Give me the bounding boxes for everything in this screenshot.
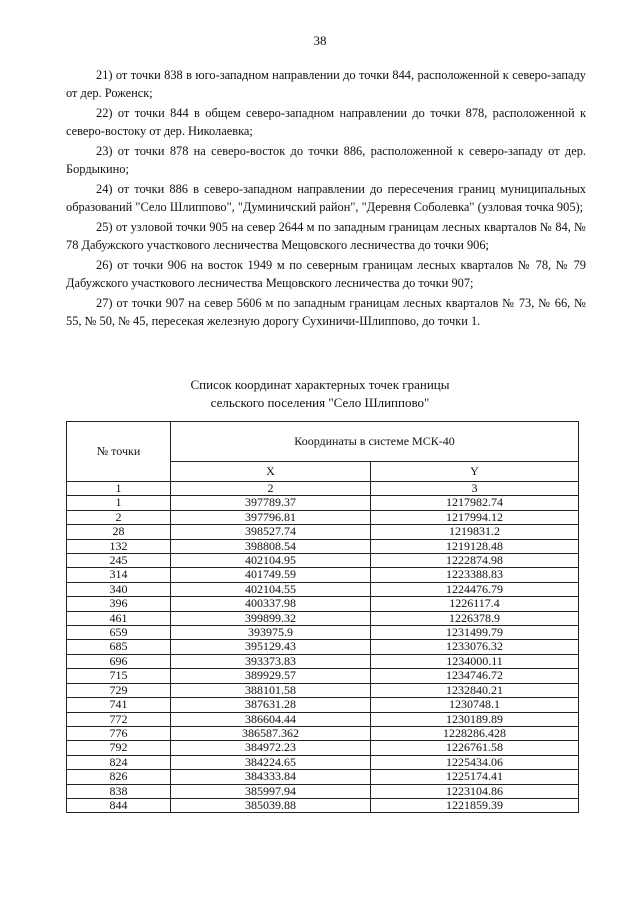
cell-point: 776	[67, 726, 171, 740]
cell-y: 1234000.11	[371, 654, 579, 668]
table-row	[67, 510, 579, 524]
cell-point: 715	[67, 669, 171, 683]
cell-point: 824	[67, 755, 171, 769]
cell-y: 1228286.428	[371, 726, 579, 740]
paragraph-22: 22) от точки 844 в общем северо-западном направлении до точки 878, расположенной к северо-востоку от дер. Николаевка;	[66, 106, 586, 138]
paragraph-24: 24) от точки 886 в северо-западном направлении до пересечения границ муниципальных образований "Село Шлиппово", "Думиничский район", "Деревня Соболевка" (узловая точка 905);	[66, 182, 586, 214]
cell-x: 388101.58	[171, 683, 371, 697]
cell-x: 402104.95	[171, 554, 371, 568]
cell-x: 385997.94	[171, 784, 371, 798]
cell-point: 461	[67, 611, 171, 625]
page-number: 38	[313, 33, 327, 48]
paragraph-23: 23) от точки 878 на северо-восток до точки 886, расположенной к северо-западу от дер. Бордыкино;	[66, 144, 586, 176]
cell-point: 396	[67, 597, 171, 611]
paragraph-27: 27) от точки 907 на север 5606 м по западным границам лесных кварталов № 73, № 66, № 55, № 50, № 45, пересекая железную дорогу Сухиничи-Шлиппово, до точки 1.	[66, 296, 586, 328]
table-caption	[0, 376, 640, 412]
cell-point: 314	[67, 568, 171, 582]
table-row	[67, 712, 579, 726]
cell-y: 1224476.79	[371, 582, 579, 596]
cell-y: 1217994.12	[371, 510, 579, 524]
cell-y: 1219128.48	[371, 539, 579, 553]
table-row	[67, 698, 579, 712]
header-point-number: № точки	[67, 422, 171, 482]
cell-y: 1232840.21	[371, 683, 579, 697]
table-row	[67, 582, 579, 596]
cell-point: 792	[67, 741, 171, 755]
table-row	[67, 539, 579, 553]
paragraph-25: 25) от узловой точки 905 на север 2644 м по западным границам лесных кварталов № 84, № 78 Дабужского участкового лесничества Мещовского лесничества до точки 906;	[66, 220, 586, 252]
cell-y: 1217982.74	[371, 496, 579, 510]
cell-point: 659	[67, 626, 171, 640]
cell-y: 1221859.39	[371, 798, 579, 812]
table-row	[67, 568, 579, 582]
cell-x: 398527.74	[171, 525, 371, 539]
cell-y: 1225174.41	[371, 770, 579, 784]
paragraph-26: 26) от точки 906 на восток 1949 м по северным границам лесных кварталов № 78, № 79 Дабужского участкового лесничества Мещовского лесничества до точки 907;	[66, 258, 586, 290]
cell-y: 1233076.32	[371, 640, 579, 654]
column-number-1: 1	[67, 482, 171, 496]
cell-point: 844	[67, 798, 171, 812]
cell-y: 1226378.9	[371, 611, 579, 625]
cell-point: 772	[67, 712, 171, 726]
table-row	[67, 755, 579, 769]
boundary-description	[66, 66, 586, 332]
cell-y: 1230189.89	[371, 712, 579, 726]
table-row	[67, 640, 579, 654]
header-coordinates: Координаты в системе МСК-40	[171, 422, 579, 462]
cell-x: 384224.65	[171, 755, 371, 769]
table-row	[67, 597, 579, 611]
table-row	[67, 669, 579, 683]
cell-x: 385039.88	[171, 798, 371, 812]
cell-x: 402104.55	[171, 582, 371, 596]
cell-x: 384333.84	[171, 770, 371, 784]
cell-x: 398808.54	[171, 539, 371, 553]
table-row	[67, 626, 579, 640]
cell-x: 399899.32	[171, 611, 371, 625]
table-row	[67, 726, 579, 740]
table-row	[67, 683, 579, 697]
cell-x: 401749.59	[171, 568, 371, 582]
table-row	[67, 741, 579, 755]
cell-point: 28	[67, 525, 171, 539]
cell-y: 1226761.58	[371, 741, 579, 755]
table-row	[67, 525, 579, 539]
cell-x: 386604.44	[171, 712, 371, 726]
table-row	[67, 798, 579, 812]
cell-x: 384972.23	[171, 741, 371, 755]
table-body	[67, 496, 579, 813]
cell-point: 729	[67, 683, 171, 697]
table-row	[67, 496, 579, 510]
cell-point: 132	[67, 539, 171, 553]
table-row	[67, 654, 579, 668]
cell-point: 826	[67, 770, 171, 784]
cell-y: 1230748.1	[371, 698, 579, 712]
table-row	[67, 784, 579, 798]
column-number-2: 2	[171, 482, 371, 496]
cell-x: 400337.98	[171, 597, 371, 611]
table-row	[67, 554, 579, 568]
paragraph-21: 21) от точки 838 в юго-западном направлении до точки 844, расположенной к северо-западу от дер. Роженск;	[66, 68, 586, 100]
cell-point: 838	[67, 784, 171, 798]
cell-x: 393373.83	[171, 654, 371, 668]
cell-y: 1231499.79	[371, 626, 579, 640]
cell-x: 397796.81	[171, 510, 371, 524]
column-number-3: 3	[371, 482, 579, 496]
cell-x: 386587.362	[171, 726, 371, 740]
cell-x: 397789.37	[171, 496, 371, 510]
cell-y: 1222874.98	[371, 554, 579, 568]
cell-x: 393975.9	[171, 626, 371, 640]
cell-y: 1223388.83	[371, 568, 579, 582]
cell-x: 387631.28	[171, 698, 371, 712]
cell-point: 685	[67, 640, 171, 654]
header-y: Y	[371, 462, 579, 482]
cell-x: 389929.57	[171, 669, 371, 683]
table-row	[67, 770, 579, 784]
cell-y: 1219831.2	[371, 525, 579, 539]
header-x: X	[171, 462, 371, 482]
cell-point: 245	[67, 554, 171, 568]
cell-y: 1223104.86	[371, 784, 579, 798]
cell-x: 395129.43	[171, 640, 371, 654]
cell-point: 1	[67, 496, 171, 510]
cell-point: 340	[67, 582, 171, 596]
cell-point: 696	[67, 654, 171, 668]
cell-y: 1225434.06	[371, 755, 579, 769]
cell-y: 1226117.4	[371, 597, 579, 611]
coordinates-table	[66, 421, 579, 813]
cell-point: 741	[67, 698, 171, 712]
cell-y: 1234746.72	[371, 669, 579, 683]
caption-line-2: сельского поселения "Село Шлиппово"	[210, 395, 430, 410]
cell-point: 2	[67, 510, 171, 524]
table-row	[67, 611, 579, 625]
caption-line-1: Список координат характерных точек границы	[190, 377, 450, 392]
